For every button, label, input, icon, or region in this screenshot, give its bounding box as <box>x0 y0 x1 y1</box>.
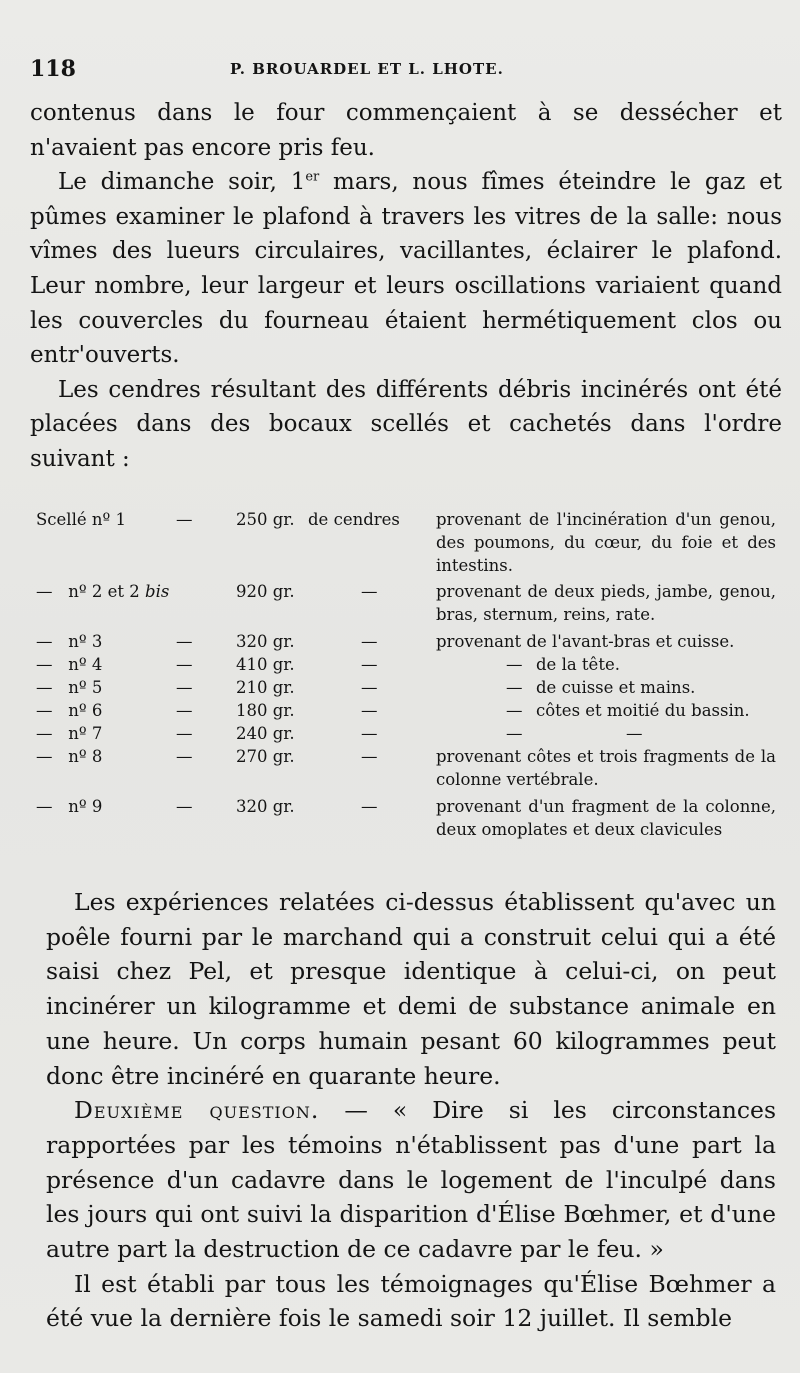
seal-weight: 320 gr. <box>236 797 295 816</box>
table-row: — nº 2 et 2 bis 920 gr. — provenant de deux pieds, jambe, genou, bras, sternum, reins, rate. <box>36 582 776 624</box>
table-row: — nº 4 — 410 gr. — — de la tête. <box>36 655 620 674</box>
paragraph: Les expériences relatées ci-dessus établissent qu'avec un poêle fourni par le marchand qui a construit celui qui a été saisi chez Pel, et presque identique à celui-ci, on peut incinérer un kilogramme et demi de substance animale en une heure. Un corps humain pesant 60 kilogrammes peut donc être incinéré en quarante heure. <box>46 888 776 1090</box>
table-row: — nº 9 — 320 gr. — provenant d'un fragment de la colonne, deux omoplates et deux clavicules <box>36 797 776 839</box>
table-row: — nº 5 — 210 gr. — — de cuisse et mains. <box>36 678 696 697</box>
seal-description: de cuisse et mains. <box>536 678 696 697</box>
table-row: — nº 8 — 270 gr. — provenant côtes et trois fragments de la colonne vertébrale. <box>36 747 776 789</box>
seal-description: provenant de l'incinération d'un genou, des poumons, du cœur, du foie et des intestins. <box>436 510 776 575</box>
table-row: — nº 3 — 320 gr. — provenant de l'avant-bras et cuisse. <box>36 630 776 653</box>
paragraph: Il est établi par tous les témoignages qu'Élise Bœhmer a été vue la dernière fois le samedi soir 12 juillet. Il semble <box>46 1269 776 1333</box>
seal-description: provenant de deux pieds, jambe, genou, bras, sternum, reins, rate. <box>436 582 776 624</box>
seal-description: côtes et moitié du bassin. <box>536 701 750 720</box>
question-heading: Deuxième question. <box>74 1096 320 1125</box>
seal-description: provenant de l'avant-bras et cuisse. <box>436 632 735 651</box>
seal-weight: 320 gr. <box>236 632 295 651</box>
text-block-top <box>30 96 782 477</box>
seal-weight: 920 gr. <box>236 582 295 601</box>
seal-label: Scellé <box>36 510 87 529</box>
paragraph: Les cendres résultant des différents débris incinérés ont été placées dans des bocaux scellés et cachetés dans l'ordre suivant : <box>30 376 782 472</box>
paragraph: contenus dans le four commençaient à se dessécher et n'avaient pas encore pris feu. <box>30 100 782 161</box>
seal-weight: 410 gr. <box>236 655 295 674</box>
page-number: 118 <box>30 56 76 82</box>
paragraph: Le dimanche soir, 1er mars, nous fîmes éteindre le gaz et pûmes examiner le plafond à travers les vitres de la salle: nous vîmes des lueurs circulaires, vacillantes, éclairer le plafond. Leur nombre, leur largeur et leurs oscillations variaient quand les couvercles du fourneau étaient hermétiquement clos ou entr'ouverts. <box>30 169 782 369</box>
seal-weight: 180 gr. <box>236 701 295 720</box>
paragraph: Deuxième question. — « Dire si les circonstances rapportées par les témoins n'établissent pas d'une part la présence d'un cadavre dans le logement de l'inculpé dans les jours qui ont suivi la disparition d'Élise Bœhmer, et d'une autre part la destruction de ce cadavre par le feu. » <box>46 1096 777 1264</box>
seal-weight: 210 gr. <box>236 678 295 697</box>
seal-weight: 250 gr. <box>236 510 295 529</box>
table-row: — nº 7 — 240 gr. — — — <box>36 724 643 743</box>
seal-description: provenant d'un fragment de la colonne, deux omoplates et deux clavicules <box>436 797 776 839</box>
page-header <box>30 56 770 90</box>
seal-weight: 270 gr. <box>236 747 295 766</box>
seal-description: provenant côtes et trois fragments de la colonne vertébrale. <box>436 747 776 789</box>
seals-table <box>36 508 776 865</box>
ordinal-superscript: er <box>305 169 320 185</box>
seal-description: de la tête. <box>536 655 620 674</box>
running-head: P. BROUARDEL ET L. LHOTE. <box>230 60 504 78</box>
seal-description: — <box>626 724 643 743</box>
seal-weight: 240 gr. <box>236 724 295 743</box>
table-row: — nº 6 — 180 gr. — — côtes et moitié du bassin. <box>36 701 750 720</box>
text-block-bottom <box>46 885 776 1336</box>
table-row: Scellé nº 1 — 250 gr. de cendres provenant de l'incinération d'un genou, des poumons, du cœur, du foie et des intestins. <box>36 510 776 575</box>
